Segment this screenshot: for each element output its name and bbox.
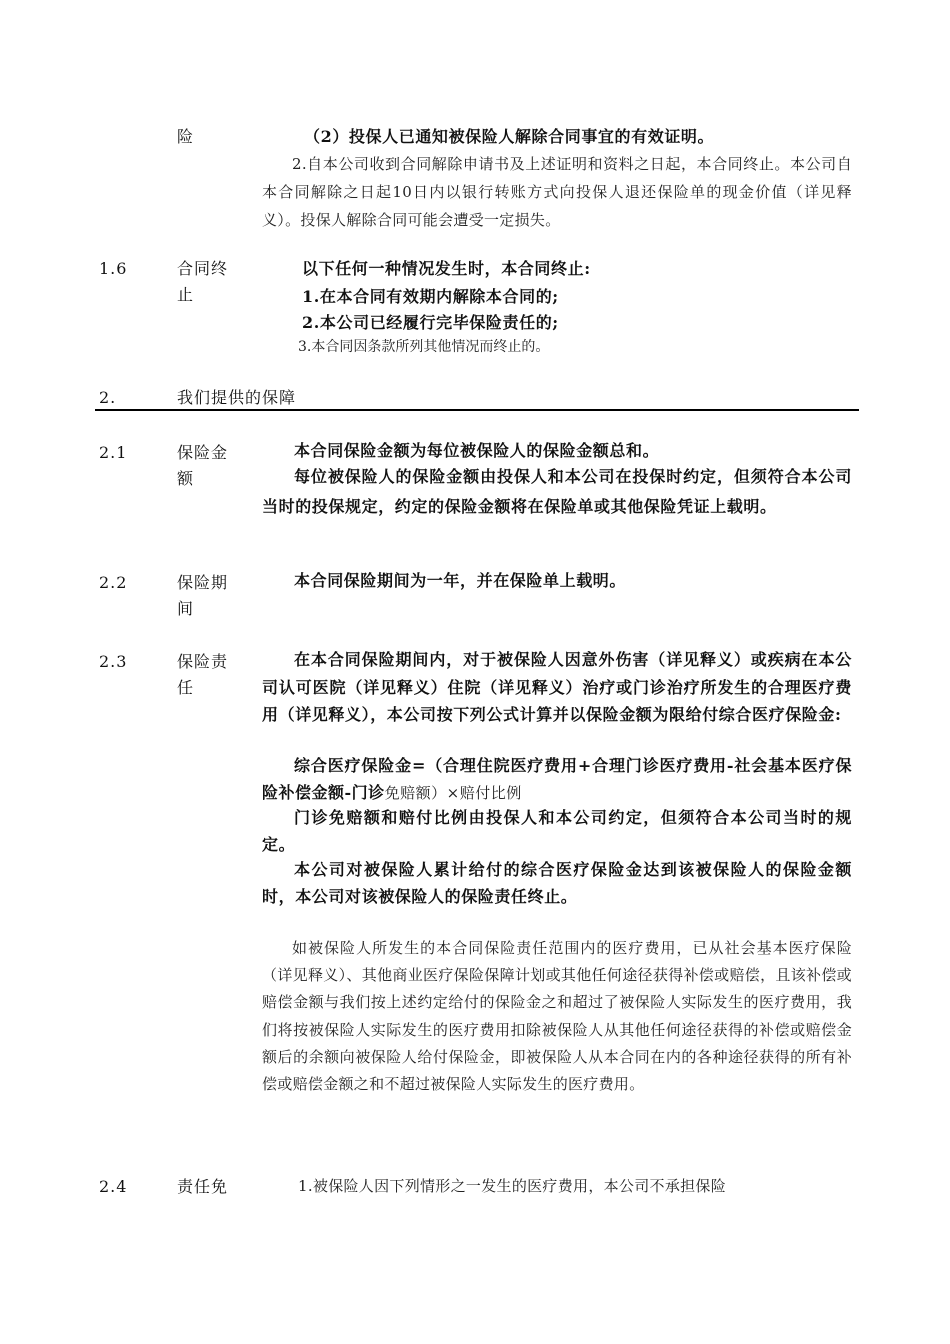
section-title-2: 我们提供的保障 [177,388,297,407]
clause-2-2-p1: 本合同保险期间为一年，并在保险单上载明。 [294,571,627,590]
clause-number-1-6: 1.6 [99,259,128,278]
section-number-2: 2. [99,388,117,407]
clause-2-1-p2: 每位被保险人的保险金额由投保人和本公司在投保时约定，但须符合本公司当时的投保规定，约定的保险金额将在保险单或其他保险凭证上载明。 [262,467,852,516]
clause-2-3-p1: 在本合同保险期间内，对于被保险人因意外伤害（详见释义）或疾病在本公司认可医院（详见释义）住院（详见释义）治疗或门诊治疗所发生的合理医疗费用（详见释义），本公司按下列公式计算并以保险金额为限给付综合医疗保险金: [262,650,852,724]
clause-title-2-3: 保险责任 [177,652,229,697]
clause-1-5-item-2: （2）投保人已通知被保险人解除合同事宜的有效证明。 [304,127,715,146]
clause-1-6-item-2: 2.本公司已经履行完毕保险责任的; [302,313,559,332]
clause-number-2-4: 2.4 [99,1177,128,1196]
clause-title-1-6: 合同终止 [177,259,229,304]
clause-2-3-formula [262,752,852,807]
clause-2-4-p1: 1.被保险人因下列情形之一发生的医疗费用，本公司不承担保险 [298,1177,727,1195]
clause-1-5-paragraph: 2.自本公司收到合同解除申请书及上述证明和资料之日起，本合同终止。本公司自本合同解除之日起10日内以银行转账方式向投保人退还保险单的现金价值（详见释义）。投保人解除合同可能会遭受一定损失。 [262,155,852,229]
formula-plain-text: 免赔额）×赔付比例 [384,784,522,802]
clause-2-3-p3: 门诊免赔额和赔付比例由投保人和本公司约定，但须符合本公司当时的规定。 [262,808,852,854]
clause-title-2-2: 保险期间 [177,573,229,618]
clause-number-2-1: 2.1 [99,443,128,462]
clause-2-3-p4: 本公司对被保险人累计给付的综合医疗保险金达到该被保险人的保险金额时，本公司对该被保险人的保险责任终止。 [262,860,852,906]
clause-1-6-item-1: 1.在本合同有效期内解除本合同的; [302,287,559,306]
clause-title-2-1: 保险金额 [177,443,229,488]
section-divider [95,409,859,411]
clause-1-6-intro: 以下任何一种情况发生时，本合同终止: [302,259,591,278]
clause-2-1-p1: 本合同保险金额为每位被保险人的保险金额总和。 [294,441,660,460]
formula-bold-text: 综合医疗保险金=（合理住院医疗费用+合理门诊医疗费用-社会基本医疗保险补偿金额-门诊 [262,756,852,802]
clause-title-2-4: 责任免 [177,1177,229,1196]
clause-title-tail: 险 [177,127,195,146]
clause-number-2-2: 2.2 [99,573,128,592]
clause-2-3-p5: 如被保险人所发生的本合同保险责任范围内的医疗费用，已从社会基本医疗保险（详见释义）、其他商业医疗保险保障计划或其他任何途径获得补偿或赔偿，且该补偿或赔偿金额与我们按上述约定给付的保险金之和超过了被保险人实际发生的医疗费用，我们将按被保险人实际发生的医疗费用扣除被保险人从其他任何途径获得的补偿或赔偿金额后的余额向被保险人给付保险金，即被保险人从本合同在内的各种途径获得的所有补偿或赔偿金额之和不超过被保险人实际发生的医疗费用。 [262,939,852,1094]
clause-1-6-item-3: 3.本合同因条款所列其他情况而终止的。 [298,339,550,355]
clause-number-2-3: 2.3 [99,652,128,671]
